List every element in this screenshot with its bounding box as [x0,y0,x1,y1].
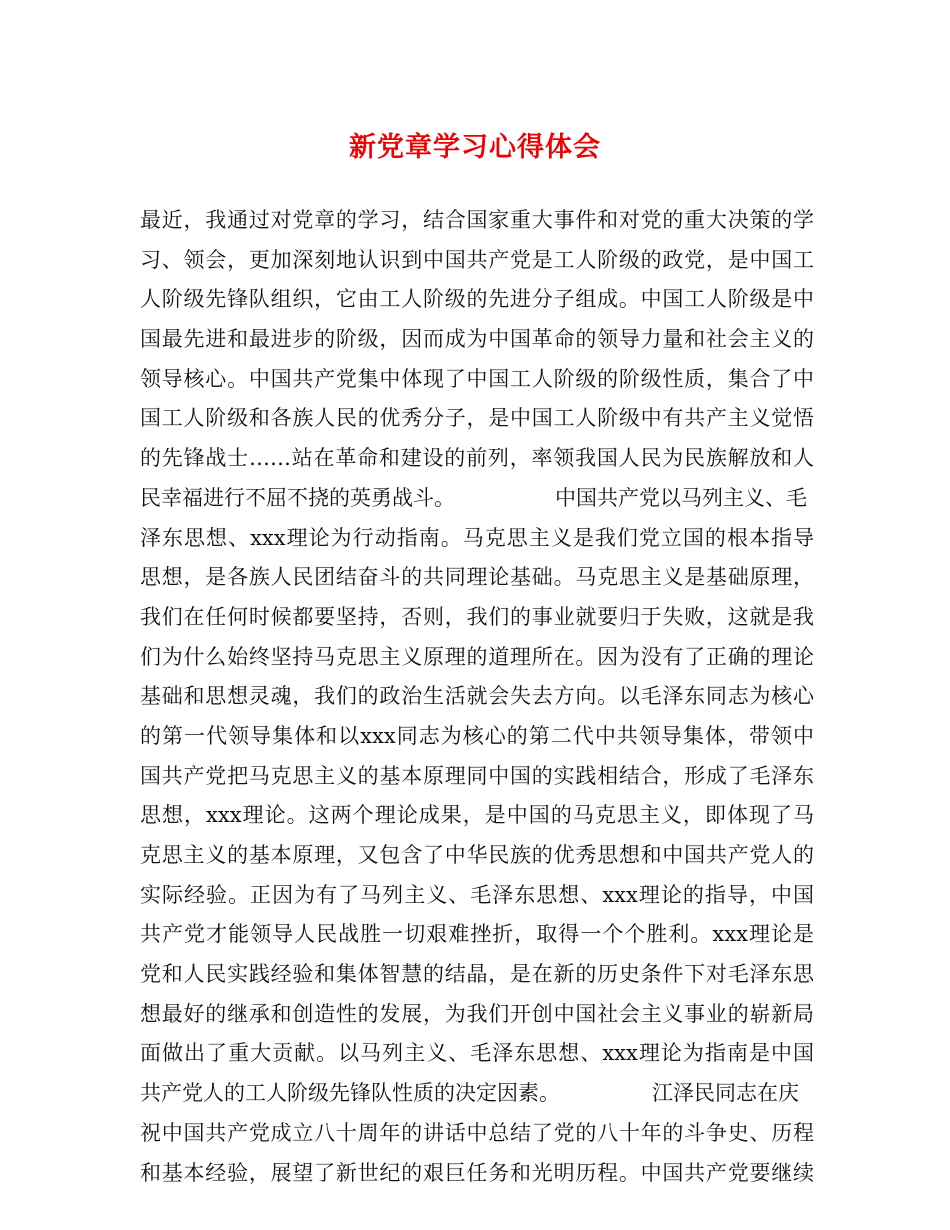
body-line: 们为什么始终坚持马克思主义原理的道理所在。因为没有了正确的理论 [140,644,814,669]
body-line-mixed [140,1074,814,1114]
body-line: 最近，我通过对党章的学习，结合国家重大事件和对党的重大决策的学 [140,208,814,232]
body-line: 共产党才能领导人民战胜一切艰难挫折，取得一个个胜利。xxx理论是 [140,922,814,947]
body-line: 领导核心。中国共产党集中体现了中国工人阶级的阶级性质，集合了中 [140,366,814,391]
body-line: 国工人阶级和各族人民的优秀分子，是中国工人阶级中有共产主义觉悟 [140,406,814,431]
body-line: 基础和思想灵魂，我们的政治生活就会失去方向。以毛泽东同志为核心 [140,684,814,709]
body-line-segment: 共产党人的工人阶级先锋队性质的决定因素。 [140,1081,560,1106]
body-line-segment: 民幸福进行不屈不挠的英勇战斗。 [140,485,455,510]
body-line: 我们在任何时候都要坚持，否则，我们的事业就要归于失败，这就是我 [140,604,814,629]
body-line: 祝中国共产党成立八十周年的讲话中总结了党的八十年的斗争史、历程 [140,1120,814,1145]
body-line: 习、领会，更加深刻地认识到中国共产党是工人阶级的政党，是中国工 [140,247,814,272]
body-line: 的先锋战士……站在革命和建设的前列，率领我国人民为民族解放和人 [140,446,814,471]
document-body [140,201,814,1193]
body-line: 国共产党把马克思主义的基本原理同中国的实践相结合，形成了毛泽东 [140,763,814,788]
body-line: 和基本经验，展望了新世纪的艰巨任务和光明历程。中国共产党要继续 [140,1160,814,1185]
body-line: 的第一代领导集体和以xxx同志为核心的第二代中共领导集体，带领中 [140,723,814,748]
body-line: 克思主义的基本原理，又包含了中华民族的优秀思想和中国共产党人的 [140,843,814,867]
body-line: 思想，是各族人民团结奋斗的共同理论基础。马克思主义是基础原理， [140,565,814,590]
body-line-segment: 中国共产党以马列主义、毛 [555,485,807,510]
body-line: 泽东思想、xxx理论为行动指南。马克思主义是我们党立国的根本指导 [140,525,814,550]
document-title: 新党章学习心得体会 [349,132,601,163]
body-line-segment: 江泽民同志在庆 [652,1081,799,1106]
body-line: 党和人民实践经验和集体智慧的结晶，是在新的历史条件下对毛泽东思 [140,962,814,987]
body-line: 国最先进和最进步的阶级，因而成为中国革命的领导力量和社会主义的 [140,327,814,352]
body-line: 人阶级先锋队组织，它由工人阶级的先进分子组成。中国工人阶级是中 [140,287,814,312]
body-line: 面做出了重大贡献。以马列主义、毛泽东思想、xxx理论为指南是中国 [140,1041,814,1066]
body-line: 实际经验。正因为有了马列主义、毛泽东思想、xxx理论的指导，中国 [140,882,814,907]
body-line: 思想，xxx理论。这两个理论成果，是中国的马克思主义，即体现了马 [140,803,814,828]
body-line: 想最好的继承和创造性的发展，为我们开创中国社会主义事业的崭新局 [140,1001,814,1026]
body-line-mixed [140,479,814,519]
